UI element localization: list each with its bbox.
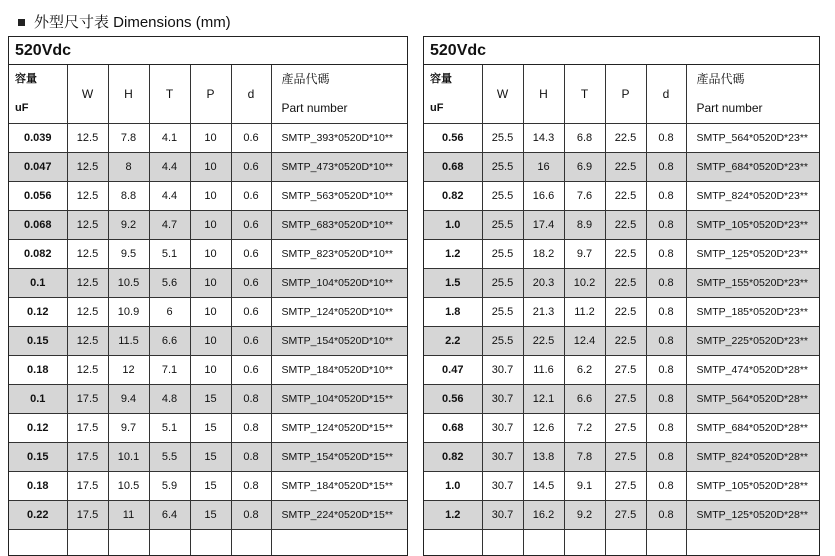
capacitance-header-cn: 容量 [15,65,67,94]
table-row [9,124,408,153]
dim-p-cell: 10 [190,211,231,240]
table-row [424,269,820,298]
capacitance-cell: 0.1 [9,269,67,298]
capacitance-header-cn: 容量 [430,65,482,94]
col-header-h: H [523,65,564,124]
part-number-cell: SMTP_393*0520D*10** [271,124,408,153]
dim-d-cell: 0.8 [646,327,686,356]
dim-w-cell: 25.5 [482,211,523,240]
dim-t-cell: 7.6 [564,182,605,211]
dim-p-cell: 10 [190,124,231,153]
capacitance-cell [9,530,67,556]
part-number-cell: SMTP_225*0520D*23** [686,327,820,356]
capacitance-header [9,65,67,124]
dim-w-cell: 30.7 [482,414,523,443]
dim-d-cell: 0.8 [231,501,271,530]
part-number-cell: SMTP_683*0520D*10** [271,211,408,240]
dim-d-cell: 0.8 [231,385,271,414]
col-header-p: P [190,65,231,124]
table-row [424,153,820,182]
dim-d-cell: 0.8 [231,472,271,501]
col-header-t: T [149,65,190,124]
dim-h-cell: 22.5 [523,327,564,356]
dim-d-cell [646,530,686,556]
dim-p-cell: 22.5 [605,124,646,153]
dim-d-cell: 0.8 [231,443,271,472]
dim-w-cell: 17.5 [67,443,108,472]
table-row [9,414,408,443]
capacitance-cell: 0.56 [424,385,482,414]
dim-w-cell: 25.5 [482,124,523,153]
dim-h-cell: 9.2 [108,211,149,240]
part-number-cell: SMTP_104*0520D*10** [271,269,408,298]
table-row [9,211,408,240]
dim-h-cell: 16 [523,153,564,182]
dim-h-cell: 11.5 [108,327,149,356]
dim-w-cell: 30.7 [482,501,523,530]
dim-t-cell: 6.8 [564,124,605,153]
dim-p-cell: 15 [190,385,231,414]
capacitance-unit: uF [430,94,482,123]
dim-h-cell: 10.1 [108,443,149,472]
part-number-cell: SMTP_684*0520D*23** [686,153,820,182]
part-number-cell: SMTP_564*0520D*23** [686,124,820,153]
dim-t-cell: 6.6 [564,385,605,414]
dim-w-cell: 25.5 [482,240,523,269]
capacitance-cell: 1.0 [424,211,482,240]
capacitance-cell: 1.2 [424,501,482,530]
dim-d-cell: 0.8 [646,240,686,269]
part-number-cell: SMTP_824*0520D*23** [686,182,820,211]
dim-t-cell: 6.9 [564,153,605,182]
dim-d-cell: 0.8 [646,269,686,298]
section-heading [18,11,231,31]
dim-p-cell: 15 [190,414,231,443]
part-number-cell: SMTP_104*0520D*15** [271,385,408,414]
dimensions-table-left [8,36,408,556]
table-row [9,240,408,269]
capacitance-cell: 0.82 [424,182,482,211]
col-header-w: W [67,65,108,124]
part-number-cell: SMTP_155*0520D*23** [686,269,820,298]
part-number-cell: SMTP_124*0520D*15** [271,414,408,443]
dim-p-cell: 22.5 [605,240,646,269]
capacitance-cell: 0.082 [9,240,67,269]
dim-d-cell: 0.8 [646,153,686,182]
table-row [424,211,820,240]
dim-p-cell: 27.5 [605,443,646,472]
dim-w-cell: 12.5 [67,211,108,240]
table-row [9,472,408,501]
part-number-cell [686,530,820,556]
dim-w-cell: 25.5 [482,298,523,327]
dim-p-cell: 10 [190,356,231,385]
dim-p-cell: 22.5 [605,327,646,356]
capacitance-cell: 0.15 [9,327,67,356]
capacitance-cell: 0.047 [9,153,67,182]
table-row [9,182,408,211]
capacitance-cell: 0.12 [9,298,67,327]
dim-p-cell: 22.5 [605,153,646,182]
dim-h-cell: 9.5 [108,240,149,269]
dim-t-cell: 5.1 [149,240,190,269]
dim-p-cell: 10 [190,153,231,182]
part-number-cell: SMTP_564*0520D*28** [686,385,820,414]
dim-h-cell: 10.5 [108,269,149,298]
voltage-label: 520Vdc [424,37,819,65]
dim-d-cell: 0.8 [646,211,686,240]
dim-w-cell: 17.5 [67,472,108,501]
dim-h-cell: 11.6 [523,356,564,385]
dim-t-cell: 5.5 [149,443,190,472]
dim-d-cell: 0.8 [646,414,686,443]
dim-w-cell [67,530,108,556]
dim-p-cell: 10 [190,298,231,327]
capacitance-cell: 0.22 [9,501,67,530]
table-row [424,240,820,269]
dim-w-cell: 12.5 [67,269,108,298]
dim-p-cell: 10 [190,269,231,298]
dim-p-cell: 27.5 [605,414,646,443]
dim-w-cell: 12.5 [67,182,108,211]
part-number-cell: SMTP_105*0520D*28** [686,472,820,501]
part-number-cell: SMTP_124*0520D*10** [271,298,408,327]
table-row [9,530,408,556]
dim-t-cell: 5.9 [149,472,190,501]
dim-p-cell: 22.5 [605,298,646,327]
capacitance-cell: 0.15 [9,443,67,472]
dim-h-cell: 16.2 [523,501,564,530]
capacitance-cell: 2.2 [424,327,482,356]
dim-d-cell: 0.8 [646,472,686,501]
capacitance-cell: 0.47 [424,356,482,385]
capacitance-cell: 0.68 [424,414,482,443]
part-number-cell: SMTP_563*0520D*10** [271,182,408,211]
table-row [9,298,408,327]
dim-w-cell: 12.5 [67,356,108,385]
table-row [9,443,408,472]
capacitance-header [424,65,482,124]
capacitance-cell: 0.039 [9,124,67,153]
dim-p-cell: 15 [190,443,231,472]
dim-t-cell: 4.1 [149,124,190,153]
dim-h-cell: 12 [108,356,149,385]
col-header-w: W [482,65,523,124]
dim-p-cell: 27.5 [605,385,646,414]
dim-h-cell: 10.9 [108,298,149,327]
table-row [424,124,820,153]
dim-d-cell: 0.6 [231,356,271,385]
dim-p-cell: 22.5 [605,182,646,211]
table-row [9,153,408,182]
capacitance-cell: 0.12 [9,414,67,443]
capacitance-unit: uF [15,94,67,123]
dim-t-cell: 9.7 [564,240,605,269]
dim-d-cell: 0.8 [646,443,686,472]
dim-d-cell [231,530,271,556]
dim-d-cell: 0.8 [231,414,271,443]
part-number-cell: SMTP_125*0520D*23** [686,240,820,269]
table-row [424,501,820,530]
capacitance-cell: 0.068 [9,211,67,240]
part-number-header-cn: 產品代碼 [282,65,409,94]
dim-p-cell: 10 [190,182,231,211]
table-row [424,356,820,385]
table-row [424,298,820,327]
dim-h-cell: 10.5 [108,472,149,501]
dim-h-cell: 11 [108,501,149,530]
dim-h-cell: 18.2 [523,240,564,269]
table-row [9,327,408,356]
capacitance-cell: 1.5 [424,269,482,298]
dim-w-cell: 12.5 [67,240,108,269]
table-row [424,530,820,556]
dim-w-cell: 12.5 [67,327,108,356]
dim-p-cell: 27.5 [605,356,646,385]
table-row [9,501,408,530]
dim-h-cell: 13.8 [523,443,564,472]
dim-d-cell: 0.8 [646,356,686,385]
dim-t-cell: 8.9 [564,211,605,240]
dim-p-cell [190,530,231,556]
capacitance-cell: 0.1 [9,385,67,414]
table-row [424,182,820,211]
table-header-row [424,65,820,124]
dim-h-cell: 12.1 [523,385,564,414]
dim-d-cell: 0.6 [231,327,271,356]
dim-t-cell: 4.8 [149,385,190,414]
dim-t-cell: 4.4 [149,182,190,211]
dim-w-cell: 17.5 [67,385,108,414]
dim-h-cell: 7.8 [108,124,149,153]
dim-h-cell [523,530,564,556]
dim-w-cell: 12.5 [67,153,108,182]
dim-d-cell: 0.6 [231,240,271,269]
dim-h-cell: 8.8 [108,182,149,211]
dim-h-cell: 21.3 [523,298,564,327]
dimensions-table [9,65,408,556]
dim-h-cell: 17.4 [523,211,564,240]
part-number-cell: SMTP_474*0520D*28** [686,356,820,385]
dim-w-cell [482,530,523,556]
dim-t-cell: 5.1 [149,414,190,443]
dim-t-cell: 12.4 [564,327,605,356]
dim-d-cell: 0.8 [646,501,686,530]
capacitance-cell: 0.18 [9,356,67,385]
dim-p-cell: 27.5 [605,472,646,501]
dim-p-cell: 22.5 [605,211,646,240]
dim-w-cell: 30.7 [482,356,523,385]
dim-d-cell: 0.8 [646,124,686,153]
dim-p-cell: 15 [190,472,231,501]
dim-t-cell: 4.4 [149,153,190,182]
table-row [424,472,820,501]
dim-d-cell: 0.6 [231,269,271,298]
capacitance-cell: 0.56 [424,124,482,153]
capacitance-cell: 1.2 [424,240,482,269]
dim-h-cell: 9.4 [108,385,149,414]
capacitance-cell: 0.056 [9,182,67,211]
dim-w-cell: 25.5 [482,269,523,298]
part-number-header-en: Part number [697,94,821,123]
dim-h-cell: 20.3 [523,269,564,298]
dim-p-cell: 22.5 [605,269,646,298]
part-number-cell: SMTP_185*0520D*23** [686,298,820,327]
capacitance-cell: 1.0 [424,472,482,501]
dim-t-cell: 9.2 [564,501,605,530]
part-number-cell: SMTP_473*0520D*10** [271,153,408,182]
dim-t-cell: 4.7 [149,211,190,240]
part-number-cell: SMTP_184*0520D*10** [271,356,408,385]
dim-p-cell: 27.5 [605,501,646,530]
dim-w-cell: 17.5 [67,414,108,443]
table-row [9,385,408,414]
dim-t-cell: 7.8 [564,443,605,472]
col-header-d: d [231,65,271,124]
dim-w-cell: 12.5 [67,298,108,327]
dim-t-cell: 7.2 [564,414,605,443]
part-number-header [271,65,408,124]
dim-p-cell: 15 [190,501,231,530]
dimensions-table-right [423,36,820,556]
dimensions-table [424,65,820,556]
dim-w-cell: 17.5 [67,501,108,530]
capacitance-cell: 1.8 [424,298,482,327]
dim-h-cell: 12.6 [523,414,564,443]
col-header-d: d [646,65,686,124]
dim-t-cell: 6.2 [564,356,605,385]
dim-t-cell: 11.2 [564,298,605,327]
heading-text: 外型尺寸表 Dimensions (mm) [34,11,231,32]
capacitance-cell: 0.82 [424,443,482,472]
dim-h-cell: 16.6 [523,182,564,211]
table-row [424,414,820,443]
dim-h-cell: 9.7 [108,414,149,443]
part-number-header-cn: 產品代碼 [697,65,821,94]
dim-d-cell: 0.6 [231,124,271,153]
dim-d-cell: 0.8 [646,298,686,327]
table-row [424,327,820,356]
capacitance-cell [424,530,482,556]
dim-t-cell [149,530,190,556]
part-number-header [686,65,820,124]
part-number-cell: SMTP_184*0520D*15** [271,472,408,501]
col-header-h: H [108,65,149,124]
dim-w-cell: 30.7 [482,385,523,414]
dim-p-cell [605,530,646,556]
dim-d-cell: 0.8 [646,385,686,414]
dim-w-cell: 25.5 [482,182,523,211]
dim-d-cell: 0.6 [231,211,271,240]
table-row [424,443,820,472]
part-number-cell [271,530,408,556]
dim-d-cell: 0.6 [231,182,271,211]
dim-d-cell: 0.6 [231,298,271,327]
dim-t-cell: 10.2 [564,269,605,298]
part-number-cell: SMTP_125*0520D*28** [686,501,820,530]
dim-t-cell: 7.1 [149,356,190,385]
part-number-cell: SMTP_105*0520D*23** [686,211,820,240]
square-bullet-icon [18,19,25,26]
dim-t-cell: 9.1 [564,472,605,501]
part-number-cell: SMTP_823*0520D*10** [271,240,408,269]
capacitance-cell: 0.68 [424,153,482,182]
part-number-cell: SMTP_224*0520D*15** [271,501,408,530]
table-row [9,356,408,385]
dim-w-cell: 30.7 [482,443,523,472]
voltage-label: 520Vdc [9,37,407,65]
dim-t-cell: 6.6 [149,327,190,356]
dim-w-cell: 25.5 [482,327,523,356]
dim-t-cell [564,530,605,556]
dim-h-cell: 8 [108,153,149,182]
dim-h-cell [108,530,149,556]
dim-h-cell: 14.3 [523,124,564,153]
dim-t-cell: 6.4 [149,501,190,530]
part-number-header-en: Part number [282,94,409,123]
table-header-row [9,65,408,124]
dim-t-cell: 6 [149,298,190,327]
table-row [9,269,408,298]
dim-w-cell: 12.5 [67,124,108,153]
dim-w-cell: 25.5 [482,153,523,182]
capacitance-cell: 0.18 [9,472,67,501]
dim-p-cell: 10 [190,240,231,269]
dim-h-cell: 14.5 [523,472,564,501]
dim-d-cell: 0.8 [646,182,686,211]
col-header-t: T [564,65,605,124]
part-number-cell: SMTP_824*0520D*28** [686,443,820,472]
dim-p-cell: 10 [190,327,231,356]
part-number-cell: SMTP_154*0520D*10** [271,327,408,356]
dim-d-cell: 0.6 [231,153,271,182]
part-number-cell: SMTP_154*0520D*15** [271,443,408,472]
col-header-p: P [605,65,646,124]
part-number-cell: SMTP_684*0520D*28** [686,414,820,443]
table-row [424,385,820,414]
dim-w-cell: 30.7 [482,472,523,501]
dim-t-cell: 5.6 [149,269,190,298]
